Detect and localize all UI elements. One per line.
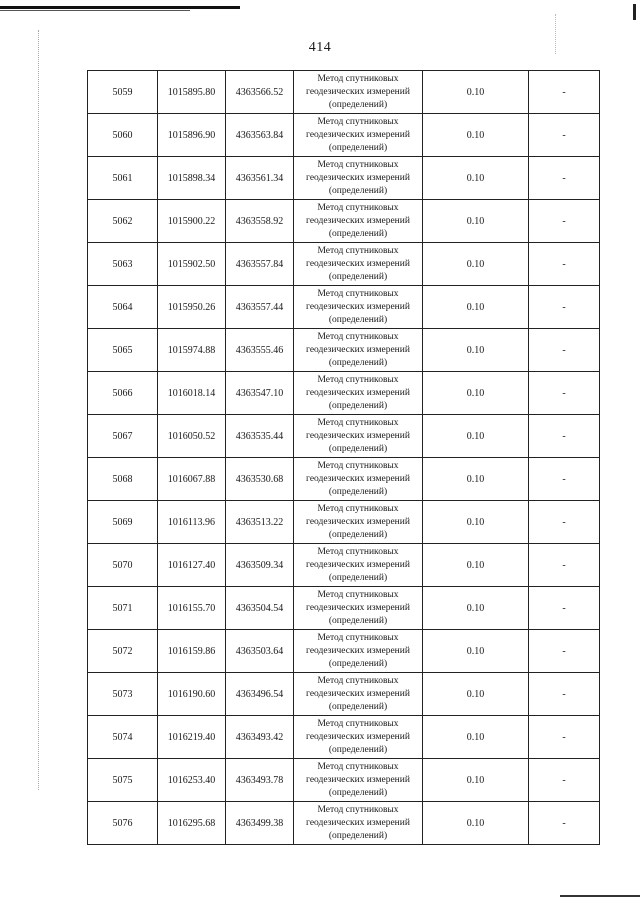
method-text-line: Метод спутниковых [317,718,399,729]
x-coordinate-cell: 1016295.68 [158,802,226,845]
accuracy-cell: 0.10 [423,329,529,372]
table-row [88,630,600,673]
y-coordinate-cell: 4363493.78 [226,759,294,802]
accuracy-cell: 0.10 [423,243,529,286]
method-text-line: Метод спутниковых [317,73,399,84]
table-row [88,716,600,759]
method-cell [294,501,423,544]
y-coordinate-cell: 4363503.64 [226,630,294,673]
note-cell: - [529,415,600,458]
method-text-line: Метод спутниковых [317,632,399,643]
y-coordinate-cell: 4363530.68 [226,458,294,501]
note-cell: - [529,372,600,415]
method-cell [294,114,423,157]
note-cell: - [529,587,600,630]
method-text-line: Метод спутниковых [317,245,399,256]
method-text-line: Метод спутниковых [317,460,399,471]
method-text-line: Метод спутниковых [317,804,399,815]
method-cell [294,372,423,415]
x-coordinate-cell: 1016018.14 [158,372,226,415]
y-coordinate-cell: 4363547.10 [226,372,294,415]
method-cell [294,200,423,243]
method-text-line: (определений) [328,443,388,454]
accuracy-cell: 0.10 [423,71,529,114]
note-cell: - [529,114,600,157]
point-number-cell: 5068 [88,458,158,501]
coordinates-table [87,70,600,845]
y-coordinate-cell: 4363561.34 [226,157,294,200]
accuracy-cell: 0.10 [423,501,529,544]
method-text-line: (определений) [328,658,388,669]
method-text-line: геодезических измерений [306,172,410,183]
method-cell [294,243,423,286]
point-number-cell: 5071 [88,587,158,630]
point-number-cell: 5069 [88,501,158,544]
method-text-line: Метод спутниковых [317,374,399,385]
table-row [88,802,600,845]
y-coordinate-cell: 4363535.44 [226,415,294,458]
x-coordinate-cell: 1016050.52 [158,415,226,458]
y-coordinate-cell: 4363557.84 [226,243,294,286]
method-text-line: (определений) [328,99,388,110]
coordinates-table-body [88,71,600,845]
method-text-line: Метод спутниковых [317,288,399,299]
x-coordinate-cell: 1016067.88 [158,458,226,501]
method-cell [294,587,423,630]
point-number-cell: 5067 [88,415,158,458]
note-cell: - [529,458,600,501]
point-number-cell: 5073 [88,673,158,716]
accuracy-cell: 0.10 [423,157,529,200]
method-text-line: геодезических измерений [306,473,410,484]
table-row [88,458,600,501]
method-text-line: геодезических измерений [306,258,410,269]
method-cell [294,286,423,329]
x-coordinate-cell: 1016127.40 [158,544,226,587]
table-row [88,286,600,329]
method-text-line: геодезических измерений [306,559,410,570]
note-cell: - [529,630,600,673]
method-text-line: Метод спутниковых [317,159,399,170]
method-text-line: (определений) [328,357,388,368]
table-row [88,544,600,587]
accuracy-cell: 0.10 [423,630,529,673]
accuracy-cell: 0.10 [423,286,529,329]
accuracy-cell: 0.10 [423,544,529,587]
accuracy-cell: 0.10 [423,372,529,415]
x-coordinate-cell: 1015898.34 [158,157,226,200]
table-row [88,673,600,716]
x-coordinate-cell: 1015902.50 [158,243,226,286]
table-row [88,329,600,372]
scan-artifact-corner-mark [633,4,636,20]
note-cell: - [529,716,600,759]
note-cell: - [529,673,600,716]
method-text-line: (определений) [328,400,388,411]
y-coordinate-cell: 4363499.38 [226,802,294,845]
accuracy-cell: 0.10 [423,114,529,157]
method-text-line: (определений) [328,529,388,540]
x-coordinate-cell: 1016159.86 [158,630,226,673]
note-cell: - [529,802,600,845]
method-text-line: геодезических измерений [306,688,410,699]
note-cell: - [529,286,600,329]
method-text-line: (определений) [328,830,388,841]
y-coordinate-cell: 4363493.42 [226,716,294,759]
method-text-line: (определений) [328,185,388,196]
method-text-line: Метод спутниковых [317,503,399,514]
method-text-line: Метод спутниковых [317,331,399,342]
method-text-line: геодезических измерений [306,129,410,140]
note-cell: - [529,329,600,372]
table-row [88,157,600,200]
accuracy-cell: 0.10 [423,587,529,630]
point-number-cell: 5066 [88,372,158,415]
method-text-line: Метод спутниковых [317,417,399,428]
note-cell: - [529,200,600,243]
method-text-line: Метод спутниковых [317,116,399,127]
table-row [88,415,600,458]
y-coordinate-cell: 4363566.52 [226,71,294,114]
point-number-cell: 5075 [88,759,158,802]
method-cell [294,673,423,716]
x-coordinate-cell: 1016219.40 [158,716,226,759]
x-coordinate-cell: 1016190.60 [158,673,226,716]
method-text-line: Метод спутниковых [317,589,399,600]
table-row [88,71,600,114]
method-cell [294,630,423,673]
x-coordinate-cell: 1015900.22 [158,200,226,243]
accuracy-cell: 0.10 [423,673,529,716]
accuracy-cell: 0.10 [423,802,529,845]
accuracy-cell: 0.10 [423,759,529,802]
table-row [88,243,600,286]
method-text-line: Метод спутниковых [317,202,399,213]
method-text-line: (определений) [328,486,388,497]
table-row [88,114,600,157]
y-coordinate-cell: 4363513.22 [226,501,294,544]
method-text-line: (определений) [328,701,388,712]
method-text-line: Метод спутниковых [317,761,399,772]
method-text-line: геодезических измерений [306,516,410,527]
note-cell: - [529,501,600,544]
y-coordinate-cell: 4363496.54 [226,673,294,716]
method-cell [294,802,423,845]
method-text-line: геодезических измерений [306,731,410,742]
method-text-line: (определений) [328,228,388,239]
y-coordinate-cell: 4363509.34 [226,544,294,587]
table-row [88,587,600,630]
scan-artifact-bottom-line [560,895,640,897]
y-coordinate-cell: 4363557.44 [226,286,294,329]
note-cell: - [529,759,600,802]
point-number-cell: 5062 [88,200,158,243]
point-number-cell: 5063 [88,243,158,286]
note-cell: - [529,71,600,114]
point-number-cell: 5074 [88,716,158,759]
table-row [88,372,600,415]
x-coordinate-cell: 1016253.40 [158,759,226,802]
method-text-line: Метод спутниковых [317,675,399,686]
y-coordinate-cell: 4363558.92 [226,200,294,243]
note-cell: - [529,544,600,587]
accuracy-cell: 0.10 [423,716,529,759]
method-text-line: (определений) [328,787,388,798]
method-cell [294,71,423,114]
y-coordinate-cell: 4363563.84 [226,114,294,157]
point-number-cell: 5060 [88,114,158,157]
method-text-line: (определений) [328,142,388,153]
x-coordinate-cell: 1016155.70 [158,587,226,630]
x-coordinate-cell: 1015895.80 [158,71,226,114]
point-number-cell: 5065 [88,329,158,372]
point-number-cell: 5076 [88,802,158,845]
method-text-line: геодезических измерений [306,215,410,226]
x-coordinate-cell: 1015974.88 [158,329,226,372]
method-text-line: геодезических измерений [306,430,410,441]
method-text-line: геодезических измерений [306,774,410,785]
accuracy-cell: 0.10 [423,458,529,501]
method-text-line: геодезических измерений [306,301,410,312]
method-text-line: геодезических измерений [306,387,410,398]
method-text-line: (определений) [328,744,388,755]
table-row [88,759,600,802]
method-text-line: геодезических измерений [306,86,410,97]
method-text-line: геодезических измерений [306,817,410,828]
method-text-line: (определений) [328,615,388,626]
page-number: 414 [308,40,332,55]
accuracy-cell: 0.10 [423,200,529,243]
point-number-cell: 5061 [88,157,158,200]
scan-artifact-top-line-thin [0,10,190,11]
point-number-cell: 5070 [88,544,158,587]
point-number-cell: 5064 [88,286,158,329]
method-text-line: геодезических измерений [306,344,410,355]
point-number-cell: 5059 [88,71,158,114]
x-coordinate-cell: 1015896.90 [158,114,226,157]
method-text-line: Метод спутниковых [317,546,399,557]
method-text-line: геодезических измерений [306,602,410,613]
x-coordinate-cell: 1015950.26 [158,286,226,329]
y-coordinate-cell: 4363555.46 [226,329,294,372]
method-cell [294,329,423,372]
y-coordinate-cell: 4363504.54 [226,587,294,630]
scan-artifact-left-margin [38,30,40,790]
accuracy-cell: 0.10 [423,415,529,458]
method-cell [294,415,423,458]
scan-artifact-top-line [0,6,240,9]
method-cell [294,458,423,501]
note-cell: - [529,243,600,286]
method-text-line: геодезических измерений [306,645,410,656]
method-cell [294,157,423,200]
x-coordinate-cell: 1016113.96 [158,501,226,544]
table-row [88,200,600,243]
table-row [88,501,600,544]
method-cell [294,759,423,802]
method-text-line: (определений) [328,271,388,282]
point-number-cell: 5072 [88,630,158,673]
method-cell [294,544,423,587]
note-cell: - [529,157,600,200]
method-cell [294,716,423,759]
method-text-line: (определений) [328,572,388,583]
method-text-line: (определений) [328,314,388,325]
